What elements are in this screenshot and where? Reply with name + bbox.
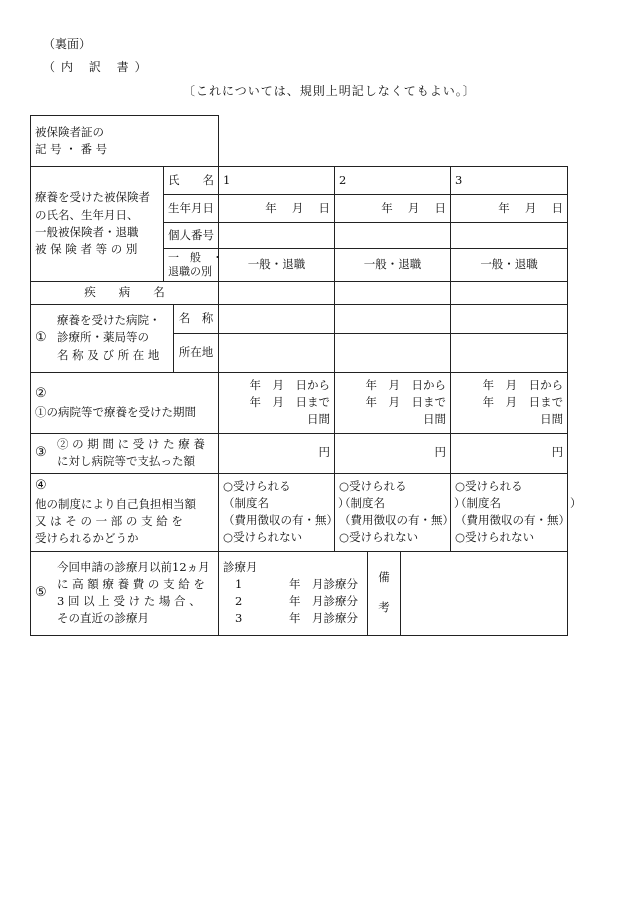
name-label: 氏 名 — [164, 167, 219, 195]
recent-months-label: ⑤ 今回申請の診療月以前12ヵ月 に 高 額 療 養 費 の 支 給 を 3 回 以 上 受 け た 場 合 、 その直近の診療月 — [31, 551, 219, 635]
period-col-3[interactable]: 年 月 日から 年 月 日まで 日間 — [451, 372, 568, 433]
hospital-name-col-2[interactable] — [335, 304, 451, 333]
dob-col-2[interactable]: 年 月 日 — [335, 195, 451, 223]
type-col-2[interactable]: 一般・退職 — [335, 249, 451, 282]
amount-col-3[interactable]: 円 — [451, 433, 568, 473]
row5-number: ⑤ — [35, 585, 47, 601]
dob-col-3[interactable]: 年 月 日 — [451, 195, 568, 223]
back-side-label: （裏面） — [43, 37, 92, 51]
hospital-address-col-2[interactable] — [335, 333, 451, 372]
recipient-label: 療養を受けた被保険者 の氏名、生年月日、 一般被保険者・退職 被 保 険 者 等 の 別 — [31, 167, 164, 282]
disease-label: 疾 病 名 — [31, 281, 219, 304]
dob-col-1[interactable]: 年 月 日 — [219, 195, 335, 223]
remarks-label: 備 考 — [368, 551, 401, 635]
hospital-address-col-1[interactable] — [219, 333, 335, 372]
insured-id-label: 被保険者証の 記 号 ・ 番 号 — [31, 116, 219, 167]
other-system-col-2[interactable]: ○受けられる （制度名 ） （費用徴収の有・無） ○受けられない — [335, 473, 451, 551]
type-col-1[interactable]: 一般・退職 — [219, 249, 335, 282]
document-title: （内 訳 書） — [43, 60, 153, 74]
period-col-2[interactable]: 年 月 日から 年 月 日まで 日間 — [335, 372, 451, 433]
insured-id-blank — [219, 116, 568, 167]
amount-label: ③ ② の 期 間 に 受 け た 療 養 に対し病院等で支払った額 — [31, 433, 219, 473]
amount-col-2[interactable]: 円 — [335, 433, 451, 473]
row1-number: ① — [35, 330, 47, 346]
type-label: 一 般 ・ 退職の別 — [164, 249, 219, 282]
row4-number: ④ — [35, 478, 47, 494]
note-text: 〔これについては、規則上明記しなくてもよい。〕 — [183, 84, 476, 98]
personal-number-col-1[interactable] — [219, 223, 335, 249]
other-system-col-3[interactable]: ○受けられる （制度名 ） （費用徴収の有・無） ○受けられない — [451, 473, 568, 551]
name-col-3[interactable]: 3 — [451, 167, 568, 195]
hospital-name-col-1[interactable] — [219, 304, 335, 333]
disease-col-2[interactable] — [335, 281, 451, 304]
personal-number-col-3[interactable] — [451, 223, 568, 249]
name-col-1[interactable]: 1 — [219, 167, 335, 195]
period-label: ②①の病院等で療養を受けた期間 — [31, 372, 219, 433]
name-col-2[interactable]: 2 — [335, 167, 451, 195]
hospital-name-col-3[interactable] — [451, 304, 568, 333]
other-system-label: ④ 他の制度により自己負担相当額 又 は そ の 一 部 の 支 給 を 受けられるかどうか — [31, 473, 219, 551]
disease-col-1[interactable] — [219, 281, 335, 304]
amount-col-1[interactable]: 円 — [219, 433, 335, 473]
hospital-address-label: 所在地 — [174, 333, 219, 372]
disease-col-3[interactable] — [451, 281, 568, 304]
dob-label: 生年月日 — [164, 195, 219, 223]
other-system-col-1[interactable]: ○受けられる （制度名 ） （費用徴収の有・無） ○受けられない — [219, 473, 335, 551]
personal-number-col-2[interactable] — [335, 223, 451, 249]
hospital-address-col-3[interactable] — [451, 333, 568, 372]
hospital-name-label: 名 称 — [174, 304, 219, 333]
remarks-field[interactable] — [401, 551, 568, 635]
recent-months-list[interactable]: 診療月 1 年 月診療分 2 年 月診療分 3 年 月診療分 — [219, 551, 368, 635]
personal-number-label: 個人番号 — [164, 223, 219, 249]
row3-number: ③ — [35, 445, 47, 461]
hospital-label: ① 療養を受けた病院・ 診療所・薬局等の 名 称 及 び 所 在 地 — [31, 304, 174, 372]
row2-number: ② — [35, 385, 47, 401]
period-col-1[interactable]: 年 月 日から 年 月 日まで 日間 — [219, 372, 335, 433]
type-col-3[interactable]: 一般・退職 — [451, 249, 568, 282]
breakdown-form — [30, 115, 582, 636]
